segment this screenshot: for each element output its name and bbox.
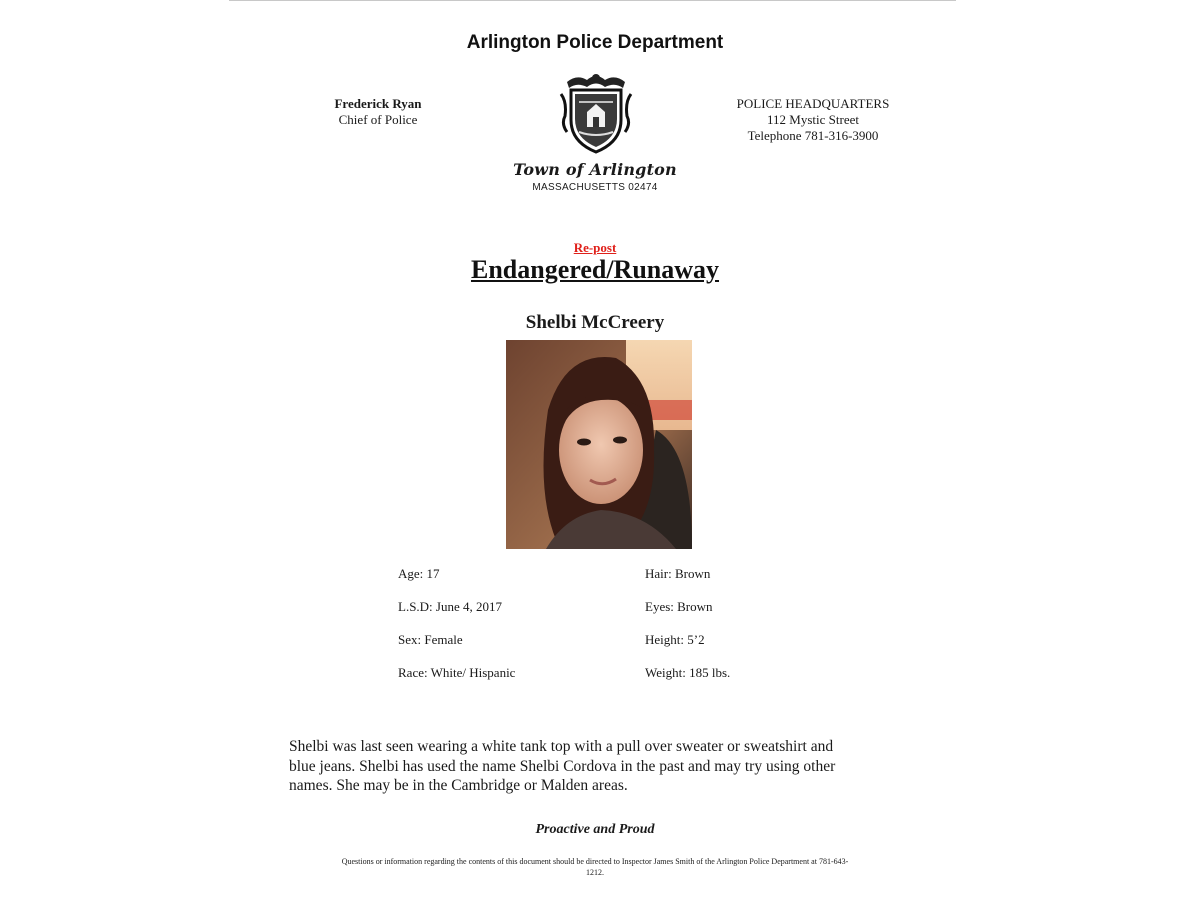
- town-name: Town of Arlington: [513, 160, 677, 179]
- description-line: blue jeans. Shelbi has used the name Shelbi Cordova in the past and may try using other: [289, 757, 836, 775]
- headquarters-block: [728, 96, 898, 144]
- description-line: names. She may be in the Cambridge or Malden areas.: [289, 777, 628, 794]
- detail-race: Race: White/ Hispanic: [398, 665, 516, 680]
- detail-hair: Hair: Brown: [645, 566, 711, 581]
- chief-name: Frederick Ryan: [334, 96, 422, 111]
- chief-title: Chief of Police: [338, 112, 418, 127]
- notice-headline: Endangered/Runaway: [470, 255, 720, 284]
- detail-last-seen-date: L.S.D: June 4, 2017: [398, 599, 502, 614]
- contact-line: Questions or information regarding the contents of this document should be directed to Inspector James Smith of the Arlington Police Department at 781-643-: [341, 857, 849, 866]
- detail-sex: Sex: Female: [398, 632, 463, 647]
- top-divider: [229, 0, 956, 1]
- detail-height: Height: 5’2: [645, 632, 705, 647]
- contact-footer: [285, 856, 905, 878]
- detail-age: Age: 17: [398, 566, 440, 581]
- town-seal-icon: [557, 72, 635, 156]
- hq-address: 112 Mystic Street: [767, 112, 859, 127]
- chief-block: [308, 96, 448, 128]
- motto: Proactive and Proud: [535, 822, 655, 837]
- hq-telephone: Telephone 781-316-3900: [747, 128, 879, 143]
- town-state: MASSACHUSETTS 02474: [532, 182, 658, 193]
- detail-eyes: Eyes: Brown: [645, 599, 713, 614]
- hq-title: POLICE HEADQUARTERS: [736, 96, 890, 111]
- person-name: Shelbi McCreery: [525, 312, 665, 333]
- person-photo: [506, 340, 692, 549]
- description-line: Shelbi was last seen wearing a white tank top with a pull over sweater or sweatshirt and: [289, 738, 834, 755]
- department-title: Arlington Police Department: [466, 32, 724, 53]
- description-paragraph: [289, 737, 899, 796]
- contact-line: 1212.: [586, 868, 604, 877]
- repost-label: Re-post: [573, 240, 617, 255]
- detail-weight: Weight: 185 lbs.: [645, 665, 731, 680]
